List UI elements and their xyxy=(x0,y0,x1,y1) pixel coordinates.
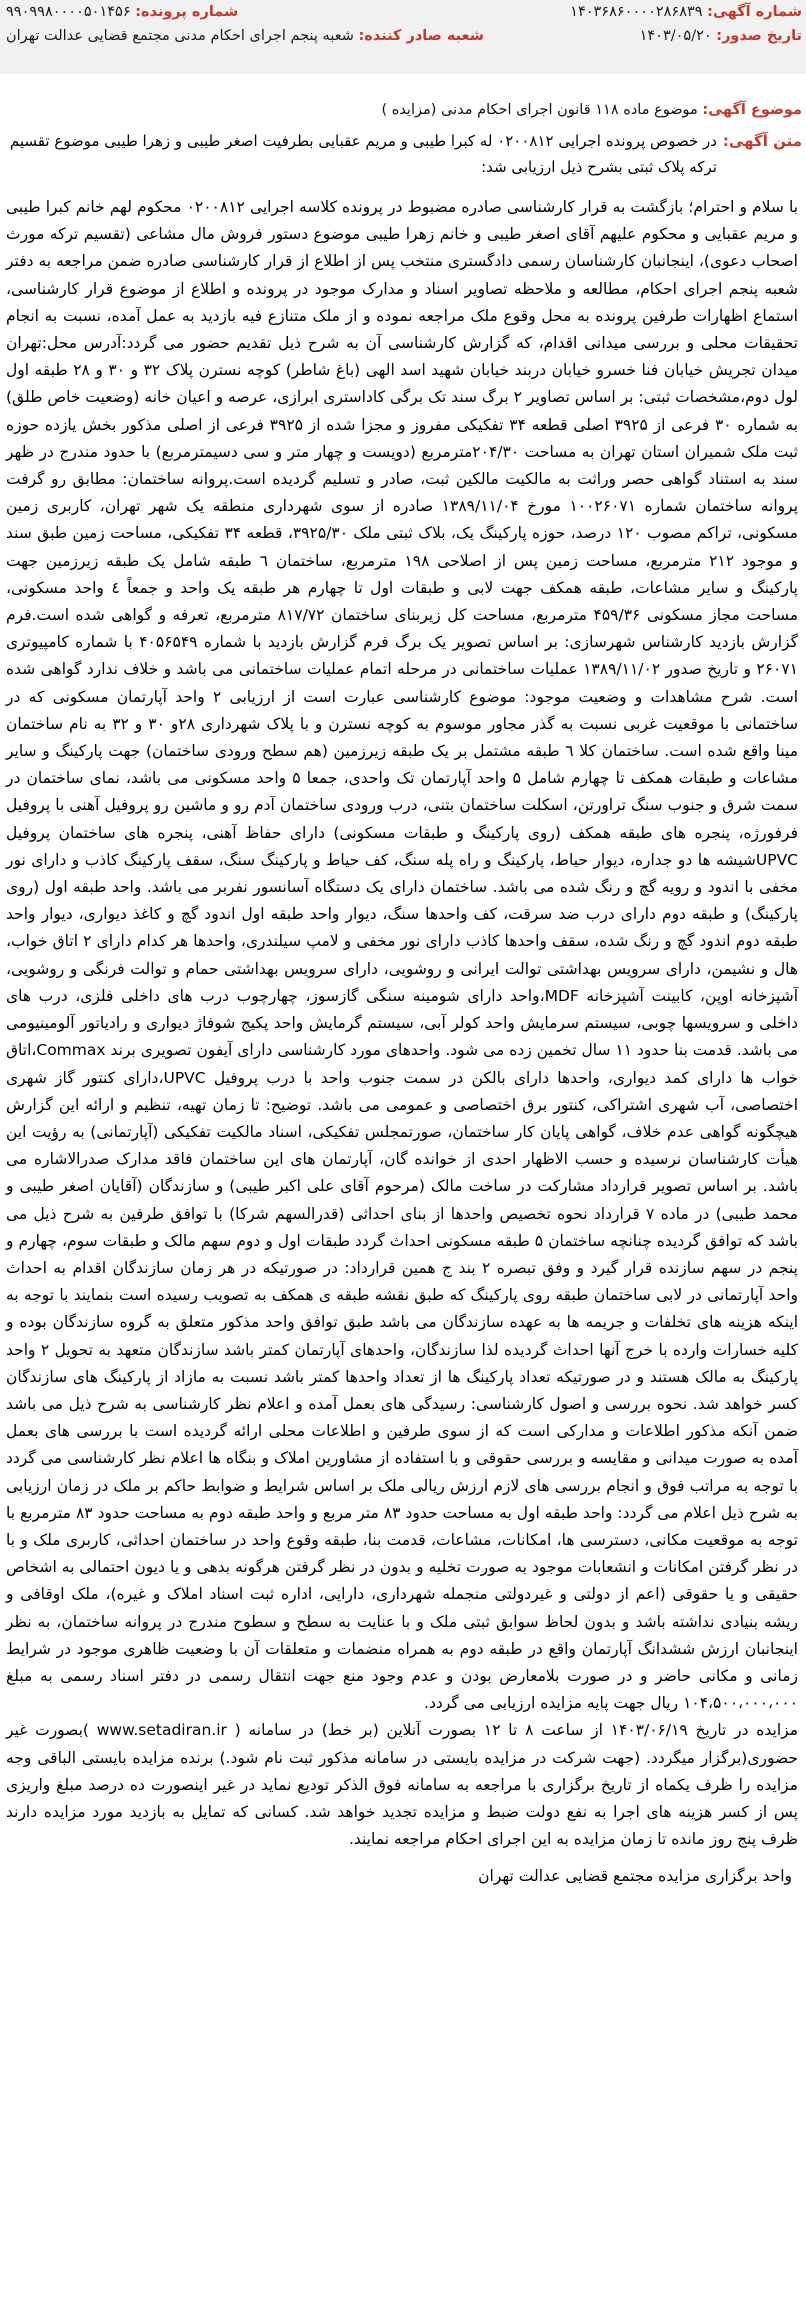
issuer xyxy=(4,26,484,46)
notice-topic xyxy=(0,74,806,124)
intro-text: در خصوص پرونده اجرایی ۰۲۰۰۸۱۲ له کبرا طیبی و مریم عقبایی بطرفیت اصغر طیبی و زهرا طیبی موضوع تقسیم ترکه پلاک ثبتی بشرح ذیل ارزیابی شد: xyxy=(9,132,717,176)
file-number xyxy=(4,2,238,22)
ad-number-label: شماره آگهی: xyxy=(707,4,802,20)
issue-date-label: تاریخ صدور: xyxy=(716,28,802,44)
header-row-1 xyxy=(4,2,802,26)
topic-text: موضوع ماده ۱۱۸ قانون اجرای احکام مدنی (مزایده ) xyxy=(381,102,698,118)
notice-header xyxy=(0,0,806,74)
signature: واحد برگزاری مزایده مجتمع قضایی عدالت تهران xyxy=(478,1867,792,1886)
ad-number xyxy=(570,2,802,22)
issuer-value: شعبه پنجم اجرای احکام مدنی مجتمع قضایی عدالت تهران xyxy=(6,28,354,44)
auction-paragraph: مزایده در تاریخ ۱۴۰۳/۰۶/۱۹ از ساعت ۸ تا ۱۲ بصورت آنلاین (بر خط) در سامانه ( www.setadiran.ir )بصورت غیر حضوری(برگزار میگردد. (جهت شرکت در مزایده بایستی در سامانه مذکور ثبت نام شود.) برنده مزایده بایستی الباقی وجه مزایده را ظرف یکماه از تاریخ برگزاری با مراجعه به سامانه فوق الذکر تودیع نماید در غیر اینصورت ده درصد مبلغ واریزی پس از کسر هزینه های اجرا به نفع دولت ضبط و مزایده تجدید خواهد شد. کسانی که تمایل به بازدید مورد مزایده دارند ظرف پنج روز مانده تا زمان مزایده به این اجرای احکام مراجعه نمایند. xyxy=(6,1721,798,1849)
notice-intro xyxy=(0,124,806,180)
header-row-2 xyxy=(4,26,802,50)
file-number-label: شماره پرونده: xyxy=(135,4,239,20)
issue-date-value: ۱۴۰۳/۰۵/۲۰ xyxy=(639,28,712,44)
ad-number-value: ۱۴۰۳۶۸۶۰۰۰۰۲۸۶۸۳۹ xyxy=(570,4,703,20)
issuer-label: شعبه صادر کننده: xyxy=(358,28,484,44)
intro-label: متن آگهی: xyxy=(722,132,802,150)
issue-date xyxy=(640,26,802,46)
file-number-value: ۹۹۰۹۹۸۰۰۰۰۵۰۱۴۵۶ xyxy=(6,4,131,20)
body-main-paragraph: با سلام و احترام؛ بازگشت به قرار کارشناسی صادره مضبوط در پرونده کلاسه اجرایی ۰۲۰۰۸۱۲ محکوم لهم خانم کبرا طیبی و مریم عقبایی و محکوم علیهم آقای اصغر طیبی و خانم زهرا طیبی موضوع دستور فروش مال مشاعی (تقسیم ترکه مورث اصحاب دعوی)، اینجانبان کارشناسان رسمی دادگستری منتخب پس از اطلاع از قرار کارشناسی صادره ضمن مراجعه به دفتر شعبه پنجم اجرای احکام، مطالعه و ملاحظه تصاویر اسناد و مدارک موجود در پرونده و اطلاع از موضوع قرار کارشناسی، استماع اظهارات طرفین پرونده به محل وقوع ملک مراجعه نموده و از ملک متنازع فیه بازدید به عمل آمده، نسبت به انجام تحقیقات محلی و بررسی میدانی اقدام، که گزارش کارشناسی آن به شرح ذیل تقدیم حضور می گردد:آدرس محل:تهران میدان تجریش خیابان فنا خسرو خیابان دربند خیابان شهید اسد الهی (باغ شاطر) کوچه نسترن پلاک ۳۲ و ۳۰ و ۲۸ طبقه اول لول دوم،مشخصات ثبتی: بر اساس تصاویر ۲ برگ سند تک برگی کاداستری ابرازی، عرصه و اعیان خانه (وضعیت خاص طلق) به شماره ۳۰ فرعی از ۳۹۲۵ اصلی قطعه ۳۴ تفکیکی مفروز و مجزا شده از ۳۹۲۵ فرعی از اصلی مذکور بخش یازده حوزه ثبت ملک شمیران استان تهران به مساحت ۲۰۴/۳۰مترمربع (دویست و چهار متر و سی دسیمترمربع) با حدود مندرج در ظهر سند به استناد گواهی حصر وراثت به مالکیت مالکین ثبت، صادر و تسلیم گردیده است.پروانه ساختمان: مطابق رو گرفت پروانه ساختمان شماره ۱۰۰۲۶۰۷۱ مورخ ۱۳۸۹/۱۱/۰۴ صادره از سوی شهرداری منطقه یک شهر تهران، کاربری زمین مسکونی، تراکم مصوب ۱۲۰ درصد، حوزه پارکینگ یک، بلاک ثبتی ملک ۳۹۲۵/۳۰، قطعه ۳۴ تفکیکی، مساحت زمین طبق سند و موجود ۲۱۲ مترمربع، مساحت زمین پس از اصلاحی ۱۹۸ مترمربع، ساختمان ٦ طبقه شامل یک طبقه زیرزمین جهت پارکینگ و سایر مشاعات، طبقه همکف جهت لابی و طبقات اول تا چهارم هر طبقه یک واحد و جمعاً ٤ واحد مسکونی، مساحت مجاز مسکونی ۴۵۹/۳۶ مترمربع، مساحت کل زیربنای ساختمان ۸۱۷/۷۲ مترمربع، تعرفه و گواهی شده است.فرم گزارش بازدید کارشناس شهرسازی: بر اساس تصویر یک برگ فرم گزارش بازدید با شماره ۴۰۵۶۵۴۹ با شماره کامپیوتری ۲۶۰۷۱ و تاریخ صدور ۱۳۸۹/۱۱/۰۲ عملیات ساختمانی در مرحله اتمام عملیات ساختمانی می باشد و خلاف ندارد گواهی شده است. شرح مشاهدات و وضعیت موجود: موضوع کارشناسی عبارت است از ارزیابی ۲ واحد آپارتمان مسکونی که در ساختمانی با موقعیت غربی نسبت به گذر مجاور موسوم به کوچه نسترن و با پلاک شهرداری ۲۸و ۳۰ و ۳۲ به نام ساختمان مینا واقع شده است. ساختمان کلا ٦ طبقه مشتمل بر یک طبقه زیرزمین (هم سطح ورودی ساختمان) جهت پارکینگ و سایر مشاعات و طبقات همکف تا چهارم شامل ۵ واحد آپارتمان تک واحدی، جمعا ۵ واحد مسکونی می باشد، نمای ساختمان در سمت شرق و جنوب سنگ تراورتن، اسکلت ساختمان بتنی، درب ورودی ساختمان آدم رو و ماشین رو پروفیل آهنی با پروفیل فرفورژه، پنجره های طبقه همکف (روی پارکینگ و طبقات مسکونی) دارای حفاظ آهنی، پنجره های ساختمان پروفیل UPVCشیشه ها دو جداره، دیوار حیاط، پارکینگ و راه پله سنگ، کف حیاط و پارکینگ سنگ، سقف پارکینگ کاذب و دارای نور مخفی با اندود و رویه گچ و رنگ شده می باشد. ساختمان دارای یک دستگاه آسانسور نفربر می باشد. واحد طبقه اول (روی پارکینگ) و طبقه دوم دارای درب ضد سرقت، کف واحدها سنگ، دیوار واحد طبقه اول اندود گچ و کاغذ دیواری، دیوار واحد طبقه دوم اندود گچ و رنگ شده، سقف واحدها کاذب دارای نور مخفی و لامپ سیلندری، واحدها هر کدام دارای ۲ اتاق خواب، هال و نشیمن، دارای سرویس بهداشتی توالت ایرانی و روشویی، دارای سرویس بهداشتی حمام و توالت فرنگی و روشویی، آشپزخانه اوپن، کابینت آشپزخانه MDF،واحد دارای شومینه سنگی گازسوز، چهارچوب درب های داخلی فلزی، درب های داخلی و سرویسها چوبی، سیستم سرمایش واحد کولر آبی، سیستم گرمایش واحد پکیج شوفاژ دیواری و رادیاتور آلومینیومی می باشد. قدمت بنا حدود ۱۱ سال تخمین زده می شود. واحدهای مورد کارشناسی دارای آیفون تصویری برند Commax،اتاق خواب ها دارای کمد دیواری، واحدها دارای بالکن در سمت جنوب واحد با درب پروفیل UPVC،دارای کنتور گاز شهری اختصاصی، آب شهری اشتراکی، کنتور برق اختصاصی و عمومی می باشد. توضیح: تا زمان تهیه، تنظیم و ارائه این گزارش هیچگونه گواهی عدم خلاف، گواهی پایان کار ساختمان، صورتمجلس تفکیکی، اسناد مالکیت تفکیکی (آپارتمانی) به رؤیت این هیأت کارشناسان نرسیده و حسب الاظهار احدی از خوانده گان، آپارتمان های این ساختمان فاقد مدارک صدرالاشاره می باشد. بر اساس تصویر قرارداد مشارکت در ساخت مالک (مرحوم آقای علی اکبر طیبی) و سازندگان (آقایان اصغر طیبی و محمد طیبی) در ماده ۷ قرارداد نحوه تخصیص واحدها از بنای احداثی (قدرالسهم شرکا) با توافق طرفین به شرح ذیل می باشد که توافق گردیده چنانچه ساختمان ۵ طبقه مسکونی احداث گردد طبقات اول و دوم سهم مالک و طبقات سوم، چهارم و پنجم در سهم سازنده قرار گیرد و وفق تبصره ۲ بند ج همین قرارداد: در صورتیکه در هر زمان سازندگان اقدام به احداث واحد آپارتمانی در لابی ساختمان طبقه روی پارکینگ که طبق نقشه طبقه ی همکف به تصویب رسیده است بنمایند با توجه به اینکه هزینه های تخلفات و جریمه ها به عهده سازندگان می باشد طبق توافق واحد مذکور متعلق به گروه سازندگان بوده و کلیه خسارات وارده با خرج آنها احداث گردیده لذا سازندگان، واحدهای آپارتمان کمتر باشد سازندگان متعهد به تحویل ۲ واحد پارکینگ به مالک هستند و در صورتیکه تعداد پارکینگ ها از تعداد واحدها کمتر باشد نسبت به مازاد از پارکینگ های سازندگان کسر خواهد شد. نحوه بررسی و اصول کارشناسی: رسیدگی های بعمل آمده و اعلام نظر کارشناسی به شرح ذیل می باشد ضمن آنکه مذکور اطلاعات و مدارکی است که از سوی طرفین و اطلاعات محلی ارائه گردیده است با بررسی های بعمل آمده به صورت میدانی و مقایسه و بررسی حقوقی و با استفاده از مشاورین املاک و بنگاه ها اعلام نظر کارشناسی می گردد با توجه به مراتب فوق و انجام بررسی های لازم ارزش ریالی ملک بر اساس شرایط و ضوابط حاکم بر ملک در زمان ارزیابی به شرح ذیل اعلام می گردد: واحد طبقه اول به مساحت حدود ۸۳ متر مربع و واحد طبقه دوم به مساحت حدود ۸۳ مترمربع با توجه به موقعیت مکانی، دسترسی ها، امکانات، مشاعات، قدمت بنا، طبقه وقوع واحد در ساختمان احداثی، کاربری ملک و با در نظر گرفتن امکانات و انشعابات موجود به صورت تخلیه و بدون در نظر گرفتن هرگونه بدهی و یا دیون احتمالی به اشخاص حقیقی و یا حقوقی (اعم از دولتی و غیردولتی منجمله شهرداری، دارایی، اداره ثبت اسناد املاک و غیره)، ملک اوقافی و ریشه بنیادی نداشته باشد و بدون لحاظ سوابق ثبتی ملک و با عنایت به سطح و سطوح مندرج در پروانه ساختمان، به نظر اینجانبان ارزش ششدانگ آپارتمان واقع در طبقه دوم به همراه منضمات و متعلقات آن با وضعیت ظاهری موجود در شرایط زمانی و مکانی حاضر و در صورت بلامعارض بودن و عدم وجود منع جهت انتقال رسمی در دفتر اسناد رسمی به مبلغ ۱۰۴،۵۰۰،۰۰۰،۰۰۰ ریال جهت پایه مزایده ارزیابی می گردد. xyxy=(6,198,799,1713)
topic-label: موضوع آگهی: xyxy=(702,102,802,118)
notice-body xyxy=(0,180,806,1890)
